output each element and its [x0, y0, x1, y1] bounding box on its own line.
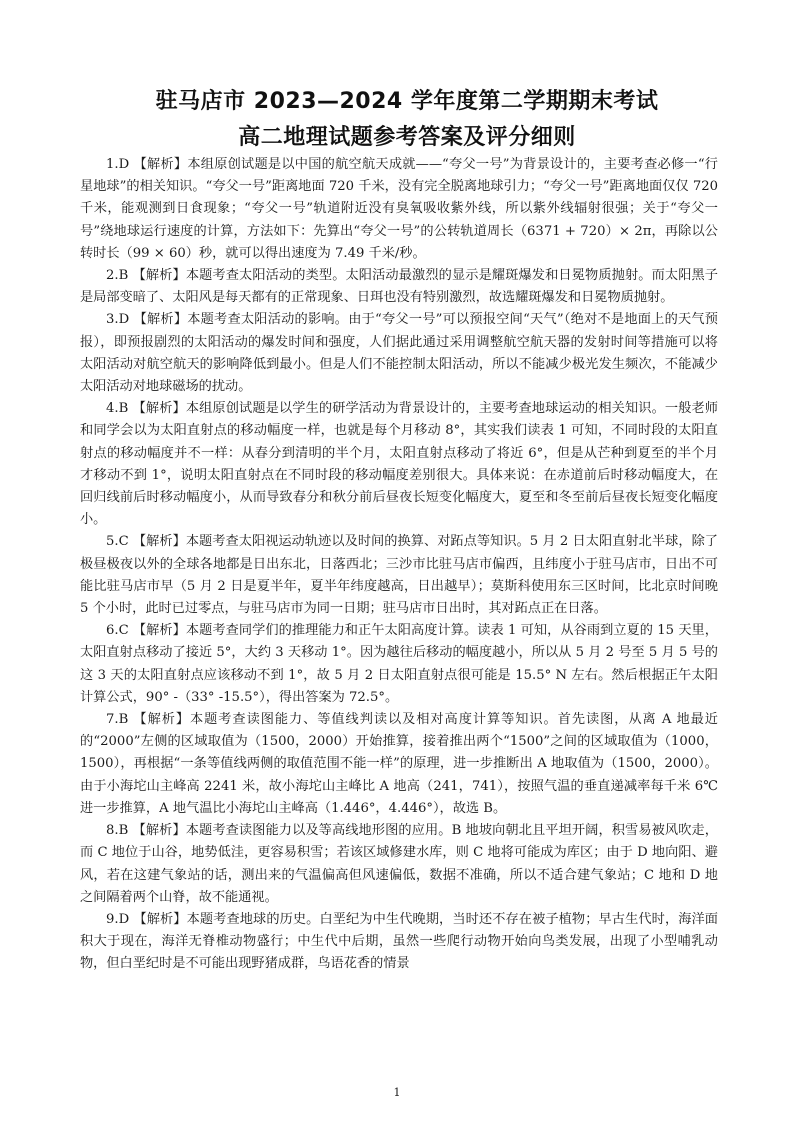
answer-item-1: 1.D 【解析】本组原创试题是以中国的航空航天成就——“夸父一号”为背景设计的，主要考查必修一“行星地球”的相关知识。“夸父一号”距离地面 720 千米，没有完全脱离地球引力；“夸父一号”距离地面仅仅 720 千米，能观测到日食现象；“夸父一号”轨道附近没有臭氧吸收紫外线，所以紫外线辐射很强；关于“夸父一号”绕地球运行速度的计算，方法如下：先算出“夸父一号”的公转轨道周长（6371 + 720）× 2π，再除以公转时长（99 × 60）秒，就可以得出速度为 7.49 千米/秒。 [80, 157, 718, 261]
document-subtitle: 高二地理试题参考答案及评分细则 [238, 125, 576, 150]
answer-item-7: 7.B 【解析】本题考查读图能力、等值线判读以及相对高度计算等知识。首先读图，从离 A 地最近的“2000”左侧的区域取值为（1500，2000）开始推算，接着推出两个“1500”之间的区域取值为（1000，1500），再根据“一条等值线两侧的取值范围不能一样”的原理，进一步推断出 A 地取值为（1500，2000）。由于小海坨山主峰高 2241 米，故小海坨山主峰比 A 地高（241，741），按照气温的垂直递减率每千米 6℃进一步推算，A 地气温比小海坨山主峰高（1.446°，4.446°），故选 B。 [80, 712, 718, 816]
answer-item-6: 6.C 【解析】本题考查同学们的推理能力和正午太阳高度计算。读表 1 可知，从谷雨到立夏的 15 天里，太阳直射点移动了接近 5°，大约 3 天移动 1°。因为越往后移动的幅度越小，所以从 5 月 2 号至 5 月 5 号的这 3 天的太阳直射点应该移动不到 1°，故 5 月 2 日太阳直射点很可能是 15.5° N 左右。然后根据正午太阳计算公式，90° -（33° -15.5°），得出答案为 72.5°。 [80, 623, 718, 705]
page-number: 1 [393, 1086, 401, 1099]
answer-item-5: 5.C 【解析】本题考查太阳视运动轨迹以及时间的换算、对跖点等知识。5 月 2 日太阳直射北半球，除了极昼极夜以外的全球各地都是日出东北，日落西北；三沙市比驻马店市偏西，且纬度小于驻马店市，日出不可能比驻马店市早（5 月 2 日是夏半年，夏半年纬度越高，日出越早）；莫斯科使用东三区时间，比北京时间晚 5 个小时，此时已过零点，与驻马店市为同一日期；驻马店市日出时，其对跖点正在日落。 [80, 534, 718, 617]
answer-item-2: 2.B 【解析】本题考查太阳活动的类型。太阳活动最激烈的显示是耀斑爆发和日冕物质抛射。而太阳黑子是局部变暗了、太阳风是每天都有的正常现象、日珥也没有特别激烈，故选耀斑爆发和日冕物质抛射。 [80, 268, 718, 306]
document-title: 驻马店市 2023—2024 学年度第二学期期末考试 [155, 89, 659, 114]
answer-explanations [80, 154, 718, 976]
answer-item-3: 3.D 【解析】本题考查太阳活动的影响。由于“夸父一号”可以预报空间“天气”（绝对不是地面上的天气预报），即预报剧烈的太阳活动的爆发时间和强度，人们据此通过采用调整航空航天器的发射时间等措施可以将太阳活动对航空航天的影响降低到最小。但是人们不能控制太阳活动，所以不能减少极光发生频次，不能减少太阳活动对地球磁场的扰动。 [80, 312, 718, 395]
answer-item-9: 9.D 【解析】本题考查地球的历史。白垩纪为中生代晚期，当时还不存在被子植物；早古生代时，海洋面积大于现在，海洋无脊椎动物盛行；中生代中后期，虽然一些爬行动物开始向鸟类发展，出现了小型哺乳动物，但白垩纪时是不可能出现野猪成群，鸟语花香的情景 [80, 911, 718, 972]
answer-item-8: 8.B 【解析】本题考查读图能力以及等高线地形图的应用。B 地坡向朝北且平坦开阔，积雪易被风吹走，而 C 地位于山谷，地势低洼，更容易积雪；若该区域修建水库，则 C 地将可能成为库区；由于 D 地向阳、避风，若在这建气象站的话，测出来的气温偏高但风速偏低，数据不准确，所以不适合建气象站；C 地和 D 地之间隔着两个山脊，故不能通视。 [80, 823, 718, 905]
answer-item-4: 4.B 【解析】本组原创试题是以学生的研学活动为背景设计的，主要考查地球运动的相关知识。一般老师和同学会以为太阳直射点的移动幅度一样，也就是每个月移动 8°，其实我们读表 1 可知，不同时段的太阳直射点的移动幅度并不一样：从春分到清明的半个月，太阳直射点移动了将近 6°，但是从芒种到夏至的半个月才移动不到 1°，说明太阳直射点在不同时段的移动幅度差别很大。具体来说：在赤道前后时移动幅度大，在回归线前后时移动幅度小，从而导致春分和秋分前后昼夜长短变化幅度大，夏至和冬至前后昼夜长短变化幅度小。 [80, 401, 718, 528]
